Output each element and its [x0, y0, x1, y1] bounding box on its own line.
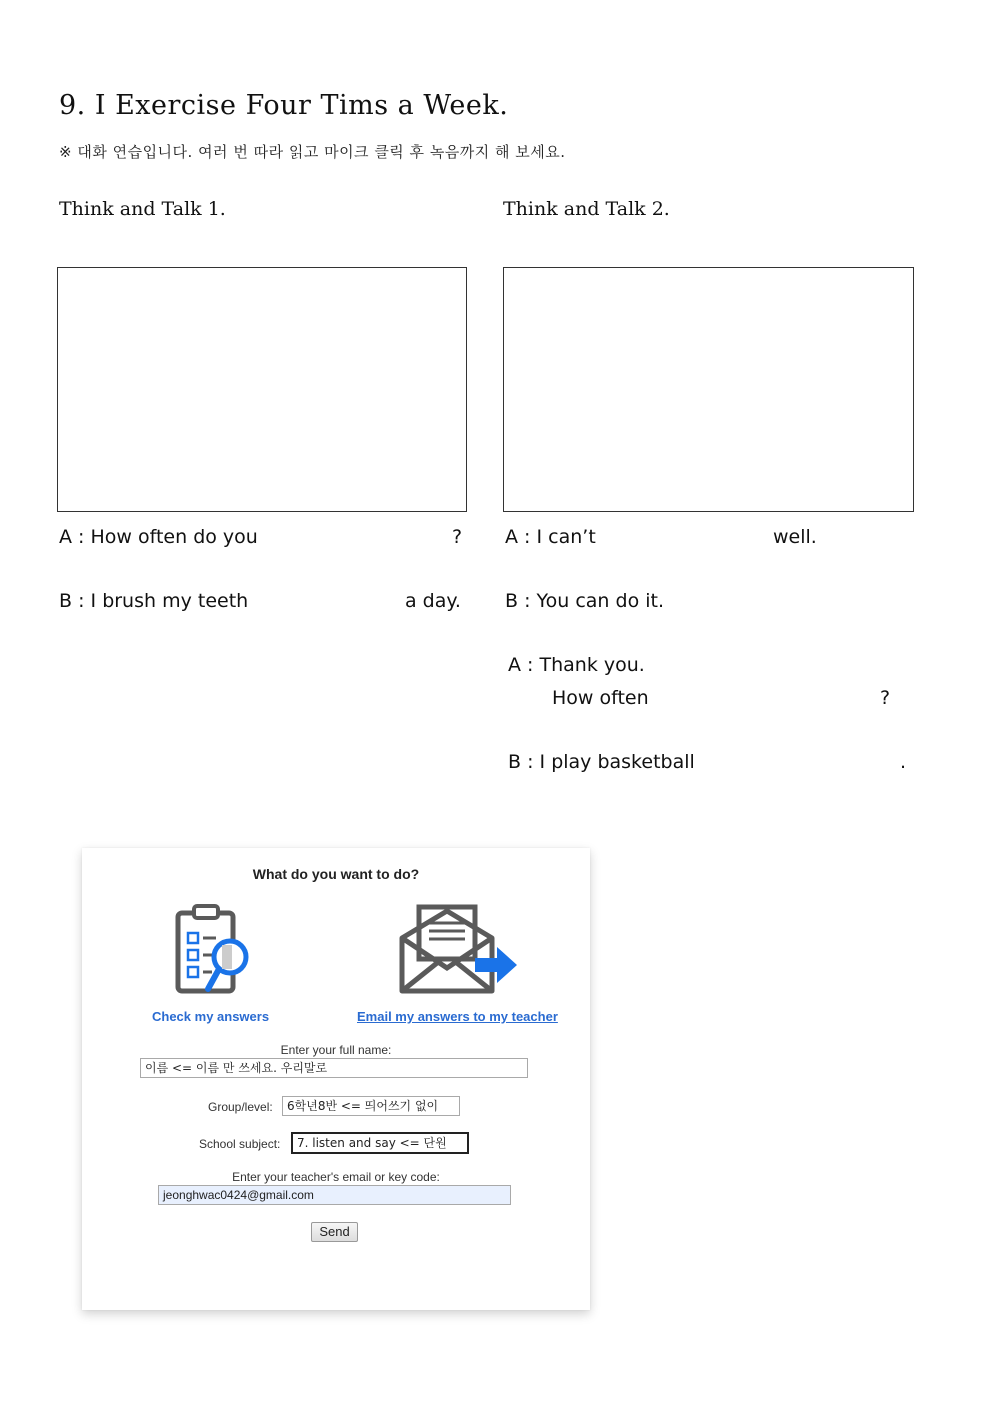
dialogue-text: How often [552, 687, 649, 709]
dialogue-text: How often do you [90, 526, 258, 548]
talk2-line-a2 [508, 654, 645, 676]
dialogue-text: Thank you. [539, 654, 645, 676]
colon: : [527, 654, 540, 676]
name-input[interactable]: 이름 <= 이름 만 쓰세요. 우리말로 [140, 1058, 528, 1078]
talk2-label: Think and Talk 2. [503, 198, 670, 220]
checklist-magnifier-icon[interactable] [172, 903, 252, 998]
email-send-icon[interactable] [397, 903, 522, 998]
speaker-label: B [59, 590, 73, 612]
colon: : [527, 751, 540, 773]
speaker-label: A [508, 654, 521, 676]
talk1-line-b [59, 590, 248, 612]
instruction-note: ※ 대화 연습입니다. 여러 번 따라 읽고 마이크 클릭 후 녹음까지 해 보세요. [59, 143, 566, 161]
teacher-label: Enter your teacher's email or key code: [232, 1170, 440, 1184]
group-input[interactable]: 6학년8반 <= 띄어쓰기 없이 [282, 1096, 460, 1116]
speaker-label: A [59, 526, 72, 548]
teacher-email-input[interactable]: jeonghwac0424@gmail.com [158, 1185, 511, 1205]
dialogue-text: You can do it. [536, 590, 664, 612]
line-end: ? [880, 687, 891, 709]
line-end: . [900, 751, 907, 773]
talk1-picture-box [57, 267, 467, 512]
line-end: a day. [405, 590, 461, 612]
colon: : [78, 526, 91, 548]
speaker-label: A [505, 526, 518, 548]
dialogue-text: I can’t [536, 526, 596, 548]
dialogue-text: I play basketball [539, 751, 695, 773]
talk2-line-a1 [505, 526, 596, 548]
talk1-label: Think and Talk 1. [59, 198, 226, 220]
subject-label: School subject: [199, 1137, 281, 1151]
send-button[interactable]: Send [311, 1222, 358, 1242]
talk2-line-b1 [505, 590, 664, 612]
page-title: 9. I Exercise Four Tims a Week. [59, 90, 509, 121]
colon: : [524, 526, 537, 548]
dialogue-text: I brush my teeth [90, 590, 249, 612]
speaker-label: B [505, 590, 519, 612]
check-answers-link[interactable]: Check my answers [152, 1009, 270, 1024]
colon: : [524, 590, 537, 612]
talk2-picture-box [503, 267, 914, 512]
panel-title: What do you want to do? [252, 866, 420, 882]
name-label: Enter your full name: [280, 1043, 392, 1057]
email-answers-link[interactable]: Email my answers to my teacher [357, 1009, 558, 1024]
talk2-line-b2 [508, 751, 695, 773]
colon: : [78, 590, 91, 612]
line-end: well. [773, 526, 817, 548]
submit-panel [82, 848, 590, 1310]
subject-input[interactable]: 7. listen and say <= 단원 [291, 1132, 469, 1154]
group-label: Group/level: [208, 1100, 273, 1114]
talk1-line-a [59, 526, 258, 548]
line-end: ? [452, 526, 463, 548]
speaker-label: B [508, 751, 522, 773]
talk2-line-a2-cont [552, 687, 649, 709]
